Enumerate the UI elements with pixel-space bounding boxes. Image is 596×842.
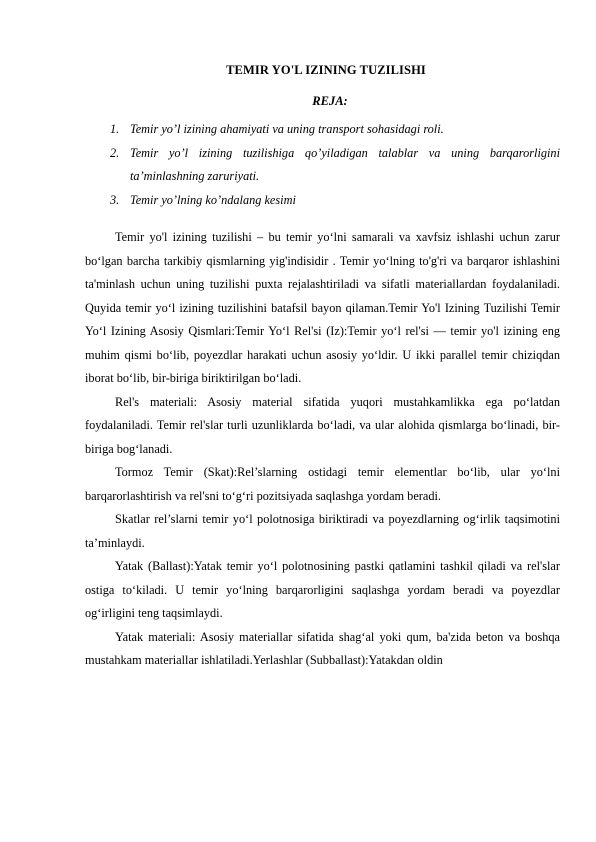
plan-item [110,189,560,213]
plan-item-text: Temir yo’l izining tuzilishiga qo’yiladigan talablar va uning barqarorligini ta’minlashning zaruriyati. [130,145,560,183]
plan-item-number: 3. [110,192,120,207]
plan-item-number: 1. [110,122,120,136]
body-text [85,226,560,673]
plan-item-text: Temir yo’l izining ahamiyati va uning transport sohasidagi roli. [130,122,444,136]
plan-item [110,118,560,142]
plan-list [110,118,560,212]
paragraph: Skatlar rel’slarni temir yo‘l polotnosiga biriktiradi va poyezdlarning og‘irlik taqsimotini ta’minlaydi. [85,512,560,550]
plan-item [110,142,560,189]
plan-heading: REJA: [312,94,348,108]
paragraph: Tormoz Temir (Skat):Rel’slarning ostidagi temir elementlar bo‘lib, ular yo‘lni barqarorlashtirish va rel'sni to‘g‘ri pozitsiyada saqlashga yordam beradi. [85,465,560,503]
plan-item-number: 2. [110,145,120,160]
paragraph: Yatak (Ballast):Yatak temir yo‘l polotnosining pastki qatlamini tashkil qiladi va rel'slar ostiga to‘kiladi. U temir yo‘lning barqarorligini saqlashga yordam beradi va poyezdlar og‘irligini teng taqsimlaydi. [85,559,560,620]
paragraph: Rel's materiali: Asosiy material sifatida yuqori mustahkamlikka ega po‘latdan foydalaniladi. Temir rel'slar turli uzunliklarda bo‘ladi, va ular alohida qismlarga bo‘linadi, bir-biriga bog‘lanadi. [85,394,560,456]
paragraph: Yatak materiali: Asosiy materiallar sifatida shag‘al yoki qum, ba'zida beton va boshqa mustahkam materiallar ishlatiladi.Yerlashlar (Subballast):Yatakdan oldin [85,629,560,667]
paragraph: Temir yo'l izining tuzilishi – bu temir yo‘lni samarali va xavfsiz ishlashi uchun zarur bo‘lgan barcha tarkibiy qismlarning yig'indisidir . Temir yo‘lning to'g'ri va barqaror ishlashini ta'minlash uchun uning tuzilishi puxta rejalashtiriladi va sifatli materiallardan foydalaniladi. Quyida temir yo‘l izining tuzilishini batafsil bayon qilaman.Temir Yo'l Izining Tuzilishi Temir Yo‘l Izining Asosiy Qismlari:Temir Yo‘l Rel'si (Iz):Temir yo‘l rel'si — temir yo'l izining eng muhim qismi bo‘lib, poyezdlar harakati uchun asosiy yo‘ldir. U ikki parallel temir chiziqdan iborat bo‘lib, bir-biriga biriktirilgan bo‘ladi. [85,230,560,385]
document-title: TEMIR YO'L IZINING TUZILISHI [226,63,426,77]
plan-item-text: Temir yo’lning ko’ndalang kesimi [130,192,296,207]
